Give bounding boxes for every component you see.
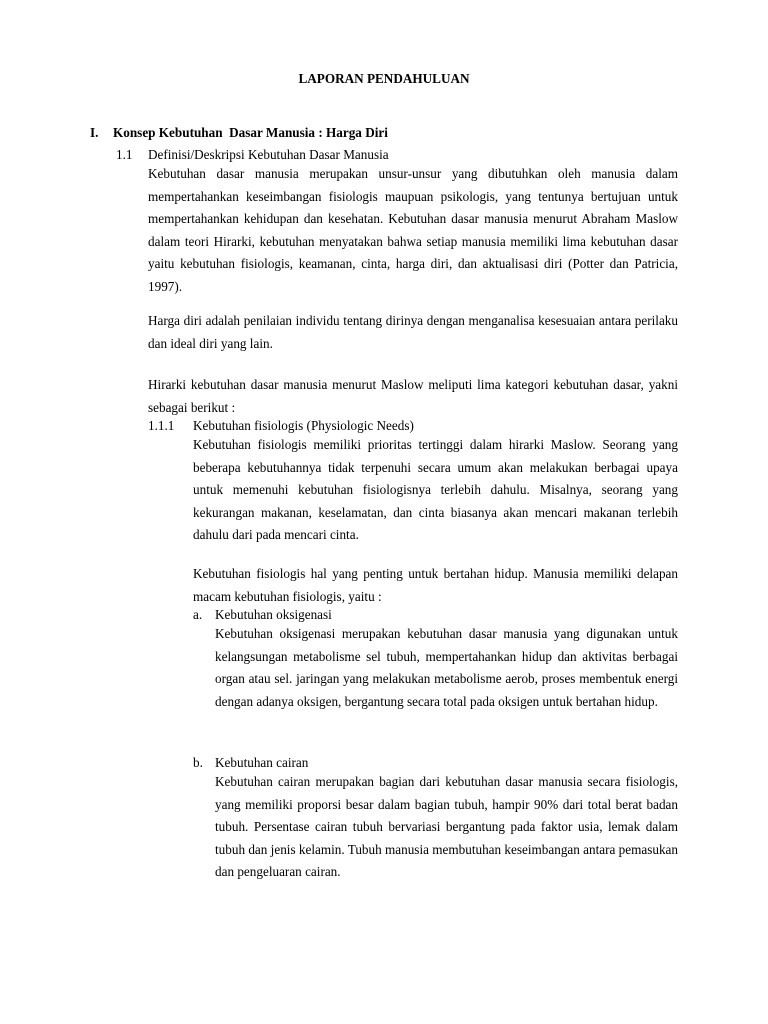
paragraph-harga-diri: Harga diri adalah penilaian individu tentang dirinya dengan menganalisa kesesuaian antara perilaku dan ideal diri yang lain. — [148, 313, 678, 351]
paragraph-hirarki: Hirarki kebutuhan dasar manusia menurut Maslow meliputi lima kategori kebutuhan dasar, yakni sebagai berikut : — [148, 377, 678, 415]
list-item-a-title: Kebutuhan oksigenasi — [215, 607, 332, 622]
subsubsection-title: Kebutuhan fisiologis (Physiologic Needs) — [193, 418, 414, 433]
subsection-number: 1.1 — [116, 147, 133, 162]
subsubsection-number: 1.1.1 — [148, 418, 175, 433]
list-marker-b: b. — [193, 755, 203, 770]
document-title: LAPORAN PENDAHULUAN — [298, 71, 470, 86]
paragraph-delapan-kebutuhan: Kebutuhan fisiologis hal yang penting untuk bertahan hidup. Manusia memiliki delapan macam kebutuhan fisiologis, yaitu : — [193, 566, 678, 604]
paragraph-fisiologis: Kebutuhan fisiologis memiliki prioritas tertinggi dalam hirarki Maslow. Seorang yang beberapa kebutuhannya tidak terpenuhi secara umum akan melakukan berbagai upaya untuk memenuhi kebutuhan fisiologisnya terlebih dahulu. Misalnya, seorang yang kekurangan makanan, keselamatan, dan cinta biasanya akan mencari makanan terlebih dahulu dari pada mencari cinta. — [193, 437, 678, 543]
paragraph-definition: Kebutuhan dasar manusia merupakan unsur-unsur yang dibutuhkan oleh manusia dalam mempertahankan keseimbangan fisiologis maupuan psikologis, yang tentunya bertujuan untuk mempertahankan kehidupan dan kesehatan. Kebutuhan dasar manusia menurut Abraham Maslow dalam teori Hirarki, kebutuhan menyatakan bahwa setiap manusia memiliki lima kebutuhan dasar yaitu kebutuhan fisiologis, keamanan, cinta, harga diri, dan aktualisasi diri (Potter dan Patricia, 1997). — [148, 166, 678, 294]
section-title: Konsep Kebutuhan Dasar Manusia : Harga Diri — [113, 125, 388, 140]
list-item-a-text: Kebutuhan oksigenasi merupakan kebutuhan dasar manusia yang digunakan untuk kelangsungan metabolisme sel tubuh, mempertahankan hidup dan aktivitas berbagai organ atau sel. jaringan yang melakukan metabolisme aerob, proses membentuk energi dengan adanya oksigen, bergantung secara total pada oksigen untuk bertahan hidup. — [215, 626, 678, 709]
list-marker-a: a. — [193, 607, 203, 622]
subsection-title: Definisi/Deskripsi Kebutuhan Dasar Manusia — [148, 147, 389, 162]
section-number: I. — [90, 125, 99, 140]
list-item-b-text: Kebutuhan cairan merupakan bagian dari kebutuhan dasar manusia secara fisiologis, yang memiliki proporsi besar dalam bagian tubuh, hampir 90% dari total berat badan tubuh. Persentase cairan tubuh bervariasi bergantung pada faktor usia, lemak dalam tubuh dan jenis kelamin. Tubuh manusia membutuhan keseimbangan antara pemasukan dan pengeluaran cairan. — [215, 774, 678, 880]
list-item-b-title: Kebutuhan cairan — [215, 755, 309, 770]
